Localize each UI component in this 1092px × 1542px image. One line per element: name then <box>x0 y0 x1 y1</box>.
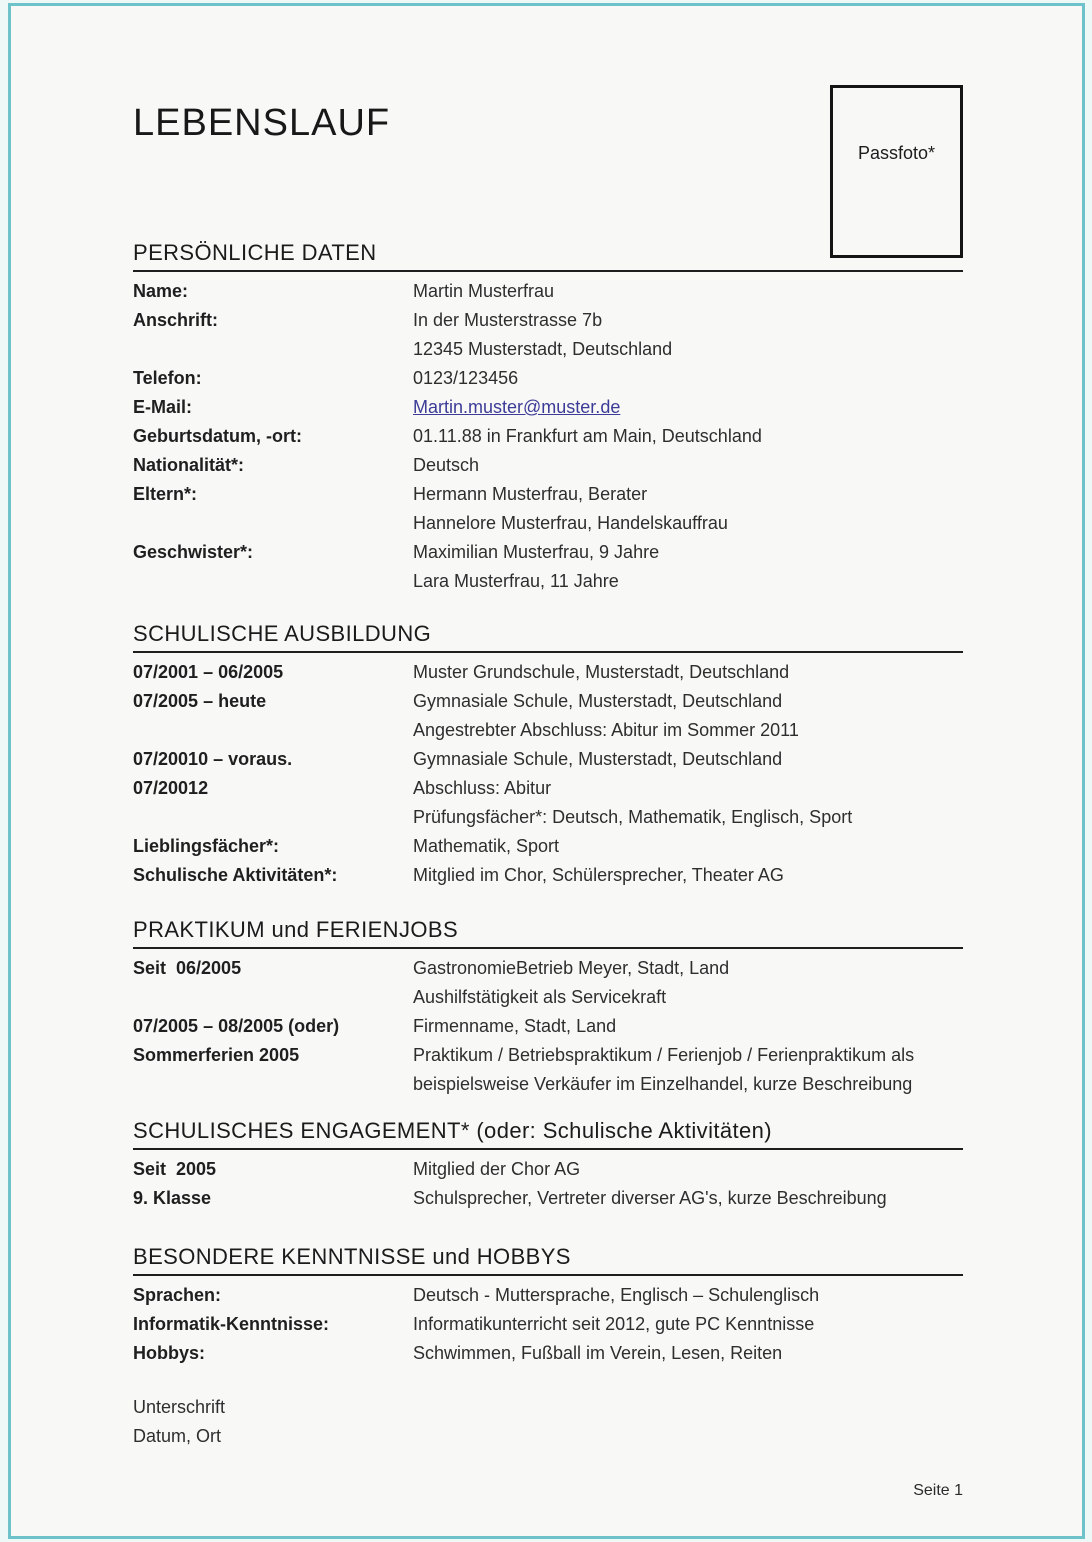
table-row <box>133 1184 963 1213</box>
sections-container <box>133 240 963 1368</box>
section-divider <box>133 1148 963 1150</box>
table-row <box>133 745 963 774</box>
row-label: Nationalität*: <box>133 455 245 475</box>
row-value: Martin Musterfrau <box>413 281 555 301</box>
row-label: Schulische Aktivitäten*: <box>133 865 338 885</box>
table-row <box>133 1339 963 1368</box>
row-label: 07/2005 – heute <box>133 691 267 711</box>
table-row <box>133 422 963 451</box>
row-value: Angestrebter Abschluss: Abitur im Sommer 2011 <box>413 720 799 740</box>
row-value: Abschluss: Abitur <box>413 778 552 798</box>
page-title: LEBENSLAUF <box>133 102 391 144</box>
section-heading: PERSÖNLICHE DATEN <box>133 240 377 265</box>
section-divider <box>133 651 963 653</box>
table-row <box>133 538 963 567</box>
row-value: Lara Musterfrau, 11 Jahre <box>413 571 619 591</box>
section-1 <box>133 240 963 596</box>
table-row <box>133 277 963 306</box>
row-label: Geburtsdatum, -ort: <box>133 426 302 446</box>
row-label <box>133 335 413 364</box>
table-row <box>133 451 963 480</box>
row-value: Firmenname, Stadt, Land <box>413 1016 617 1036</box>
date-place-label: Datum, Ort <box>133 1426 222 1446</box>
page-number: Seite 1 <box>913 1482 963 1499</box>
table-row <box>133 480 963 509</box>
row-label <box>133 983 413 1012</box>
signature-label: Unterschrift <box>133 1397 226 1417</box>
table-row <box>133 1012 963 1041</box>
row-value: 01.11.88 in Frankfurt am Main, Deutschland <box>413 426 762 446</box>
table-row <box>133 716 963 745</box>
section-divider <box>133 1274 963 1276</box>
row-label: Seit 2005 <box>133 1159 217 1179</box>
section-rows <box>133 277 963 596</box>
row-label <box>133 803 413 832</box>
row-value: Praktikum / Betriebspraktikum / Ferienjob / Ferienpraktikum als <box>413 1045 915 1065</box>
table-row <box>133 832 963 861</box>
table-row <box>133 1310 963 1339</box>
row-label: 07/20010 – voraus. <box>133 749 293 769</box>
row-label: E-Mail: <box>133 397 193 417</box>
passfoto-label: Passfoto* <box>857 143 936 163</box>
row-value: 12345 Musterstadt, Deutschland <box>413 339 673 359</box>
row-label: Sprachen: <box>133 1285 222 1305</box>
table-row <box>133 803 963 832</box>
table-row <box>133 306 963 335</box>
row-value: Deutsch - Muttersprache, Englisch – Schulenglisch <box>413 1285 820 1305</box>
section-rows <box>133 954 963 1099</box>
section-3 <box>133 917 963 1099</box>
table-row <box>133 509 963 538</box>
table-row <box>133 658 963 687</box>
table-row <box>133 687 963 716</box>
email-link[interactable]: Martin.muster@muster.de <box>413 397 621 417</box>
section-divider <box>133 270 963 272</box>
row-value: beispielsweise Verkäufer im Einzelhandel, kurze Beschreibung <box>413 1074 913 1094</box>
row-value: Muster Grundschule, Musterstadt, Deutschland <box>413 662 790 682</box>
section-5 <box>133 1244 963 1368</box>
table-row <box>133 567 963 596</box>
row-value: Schwimmen, Fußball im Verein, Lesen, Reiten <box>413 1343 783 1363</box>
section-2 <box>133 621 963 890</box>
row-label: Name: <box>133 281 189 301</box>
table-row <box>133 335 963 364</box>
row-value: Gymnasiale Schule, Musterstadt, Deutschland <box>413 691 783 711</box>
table-row <box>133 954 963 983</box>
row-value: Maximilian Musterfrau, 9 Jahre <box>413 542 660 562</box>
row-label <box>133 509 413 538</box>
section-divider <box>133 947 963 949</box>
row-label <box>133 716 413 745</box>
row-label: Sommerferien 2005 <box>133 1045 300 1065</box>
row-value: Hermann Musterfrau, Berater <box>413 484 648 504</box>
section-heading: PRAKTIKUM und FERIENJOBS <box>133 917 459 942</box>
row-value: GastronomieBetrieb Meyer, Stadt, Land <box>413 958 730 978</box>
section-rows <box>133 1155 963 1213</box>
table-row <box>133 393 963 422</box>
row-value: Mitglied im Chor, Schülersprecher, Theater AG <box>413 865 784 885</box>
row-label: Seit 06/2005 <box>133 958 242 978</box>
table-row <box>133 364 963 393</box>
row-label: Eltern*: <box>133 484 198 504</box>
table-row <box>133 983 963 1012</box>
table-row <box>133 861 963 890</box>
table-row <box>133 1281 963 1310</box>
table-row <box>133 1041 963 1070</box>
section-heading: SCHULISCHE AUSBILDUNG <box>133 621 432 646</box>
row-value: Gymnasiale Schule, Musterstadt, Deutschland <box>413 749 783 769</box>
section-4 <box>133 1118 963 1213</box>
row-label <box>133 1070 413 1099</box>
row-label: Lieblingsfächer*: <box>133 836 280 856</box>
row-label: 07/2005 – 08/2005 (oder) <box>133 1016 340 1036</box>
row-label <box>133 567 413 596</box>
row-value: Mitglied der Chor AG <box>413 1159 581 1179</box>
section-heading: BESONDERE KENNTNISSE und HOBBYS <box>133 1244 571 1269</box>
row-label: 07/20012 <box>133 778 209 798</box>
row-label: Geschwister*: <box>133 542 254 562</box>
row-value: Mathematik, Sport <box>413 836 560 856</box>
table-row <box>133 774 963 803</box>
row-label: Hobbys: <box>133 1343 205 1363</box>
section-rows <box>133 1281 963 1368</box>
row-value: 0123/123456 <box>413 368 519 388</box>
row-value: Aushilfstätigkeit als Servicekraft <box>413 987 667 1007</box>
row-value: Hannelore Musterfrau, Handelskauffrau <box>413 513 728 533</box>
row-label: 9. Klasse <box>133 1188 212 1208</box>
row-label: Telefon: <box>133 368 202 388</box>
content <box>133 0 963 1500</box>
row-value: Prüfungsfächer*: Deutsch, Mathematik, Englisch, Sport <box>413 807 853 827</box>
row-value: Deutsch <box>413 455 480 475</box>
table-row <box>133 1155 963 1184</box>
section-heading: SCHULISCHES ENGAGEMENT* (oder: Schulische Aktivitäten) <box>133 1118 773 1143</box>
row-label: 07/2001 – 06/2005 <box>133 662 284 682</box>
row-value: In der Musterstrasse 7b <box>413 310 603 330</box>
signature-block <box>133 1393 963 1451</box>
row-label: Anschrift: <box>133 310 218 330</box>
table-row <box>133 1070 963 1099</box>
section-rows <box>133 658 963 890</box>
row-value: Schulsprecher, Vertreter diverser AG's, kurze Beschreibung <box>413 1188 887 1208</box>
row-label: Informatik-Kenntnisse: <box>133 1314 330 1334</box>
row-value: Informatikunterricht seit 2012, gute PC Kenntnisse <box>413 1314 815 1334</box>
